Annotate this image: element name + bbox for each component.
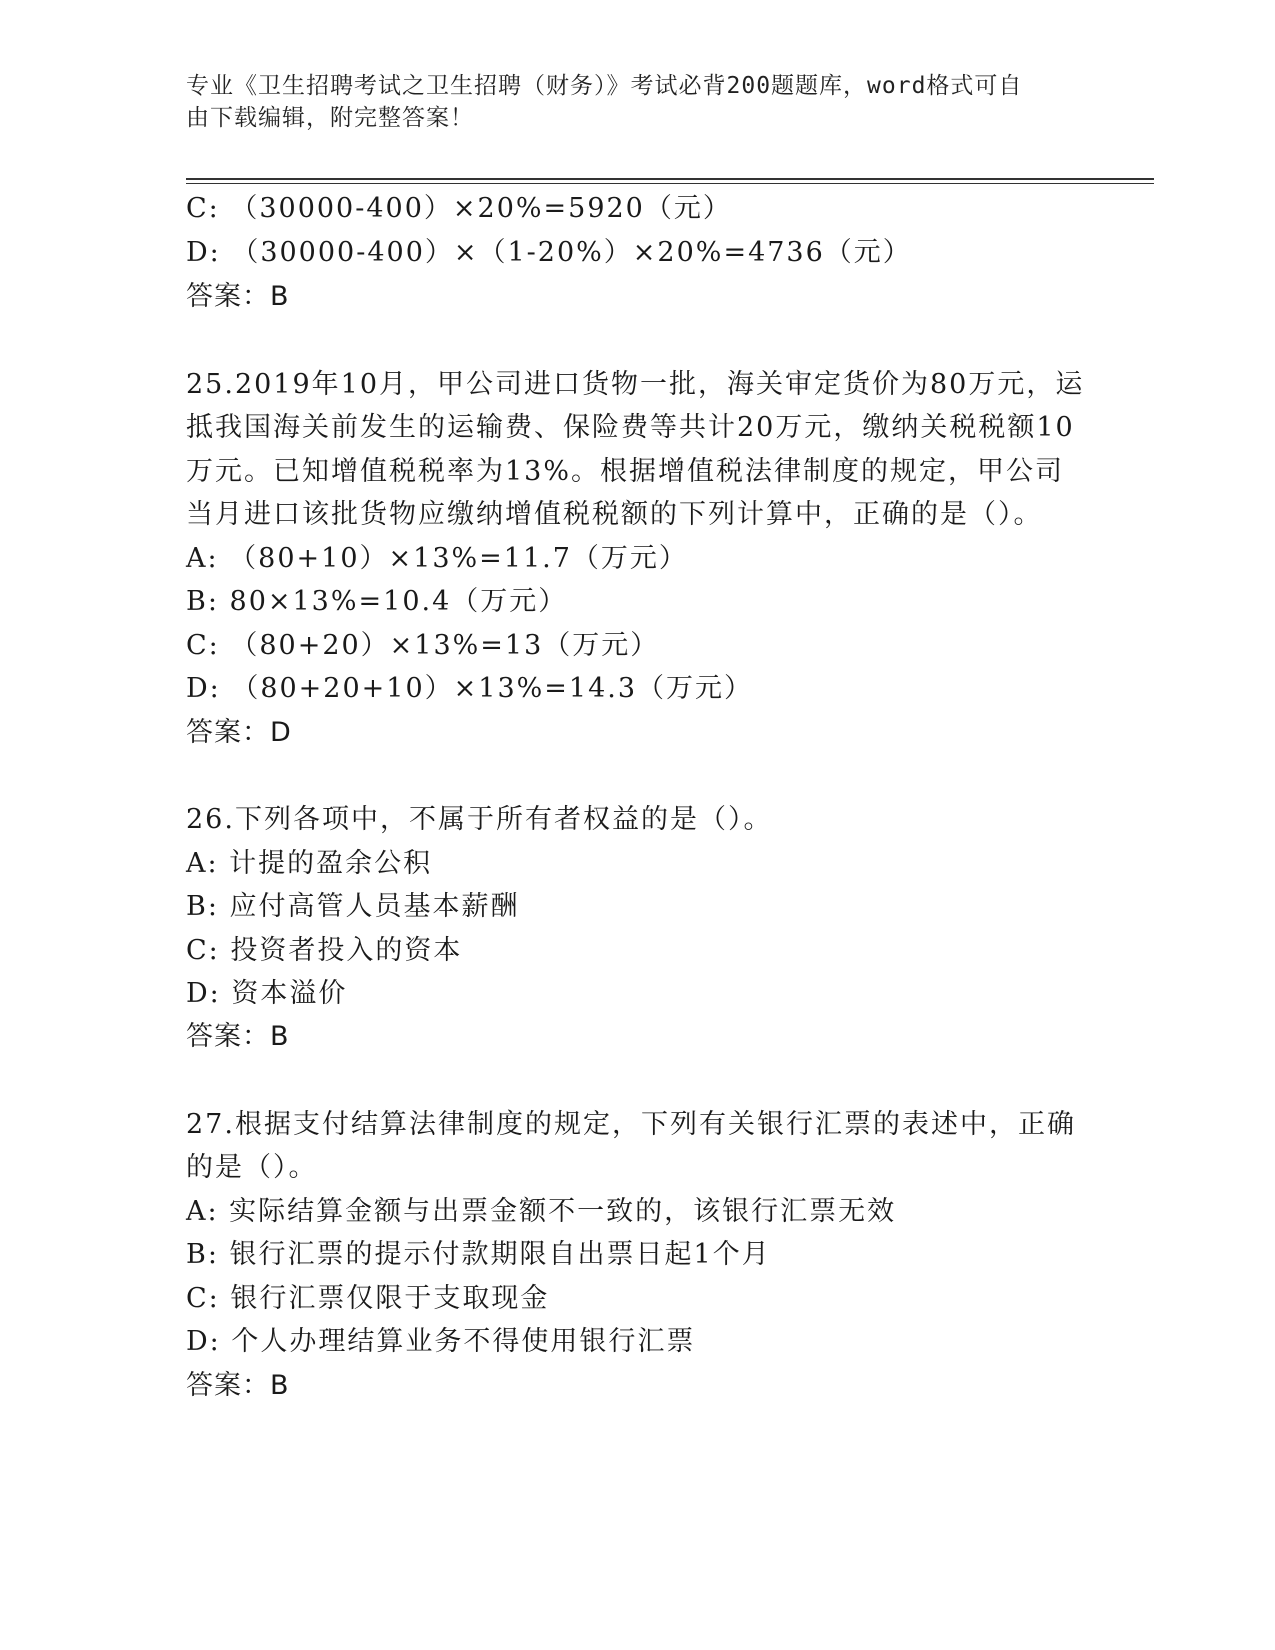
q26-stem: 26.下列各项中，不属于所有者权益的是（）。 bbox=[186, 804, 773, 835]
q25-option-b: B: 80×13%=10.4（万元） bbox=[186, 586, 568, 617]
q27-option-c: C: 银行汇票仅限于支取现金 bbox=[186, 1283, 550, 1314]
q25-option-a: A: （80+10）×13%=11.7（万元） bbox=[186, 543, 688, 574]
q25-stem-line-1: 25.2019年10月，甲公司进口货物一批，海关审定货价为80万元，运 bbox=[186, 369, 1085, 400]
q26-option-a: A: 计提的盈余公积 bbox=[186, 848, 433, 879]
q25-option-c: C: （80+20）×13%=13（万元） bbox=[186, 630, 660, 661]
q27-stem-line-1: 27.根据支付结算法律制度的规定，下列有关银行汇票的表述中，正确 bbox=[186, 1109, 1076, 1140]
q26-option-b: B: 应付高管人员基本薪酬 bbox=[186, 891, 520, 922]
q25-stem-line-2: 抵我国海关前发生的运输费、保险费等共计20万元，缴纳关税税额10 bbox=[186, 412, 1075, 443]
q26-option-c: C: 投资者投入的资本 bbox=[186, 935, 463, 966]
q25-stem-line-4: 当月进口该批货物应缴纳增值税税额的下列计算中，正确的是（）。 bbox=[186, 499, 1043, 530]
page-header bbox=[186, 70, 1086, 134]
q27-option-d: D: 个人办理结算业务不得使用银行汇票 bbox=[186, 1326, 696, 1357]
q27-stem-line-2: 的是（）。 bbox=[186, 1152, 318, 1183]
prev-option-c: C: （30000-400）×20%=5920（元） bbox=[186, 193, 732, 224]
q25-answer: 答案：D bbox=[186, 717, 292, 748]
header-line-2: 由下载编辑，附完整答案！ bbox=[186, 105, 474, 131]
prev-option-d: D: （30000-400）×（1-20%）×20%=4736（元） bbox=[186, 237, 912, 268]
q26-option-d: D: 资本溢价 bbox=[186, 978, 348, 1009]
q26-answer: 答案：B bbox=[186, 1021, 290, 1052]
q27-option-b: B: 银行汇票的提示付款期限自出票日起1个月 bbox=[186, 1239, 771, 1270]
q25-option-d: D: （80+20+10）×13%=14.3（万元） bbox=[186, 673, 754, 704]
header-divider bbox=[186, 178, 1154, 184]
prev-answer: 答案：B bbox=[186, 281, 290, 312]
header-line-1: 专业《卫生招聘考试之卫生招聘（财务）》考试必背200题题库，word格式可自 bbox=[186, 73, 1023, 99]
q27-option-a: A: 实际结算金额与出票金额不一致的，该银行汇票无效 bbox=[186, 1196, 897, 1227]
q25-stem-line-3: 万元。已知增值税税率为13%。根据增值税法律制度的规定，甲公司 bbox=[186, 456, 1065, 487]
q27-answer: 答案：B bbox=[186, 1370, 290, 1401]
